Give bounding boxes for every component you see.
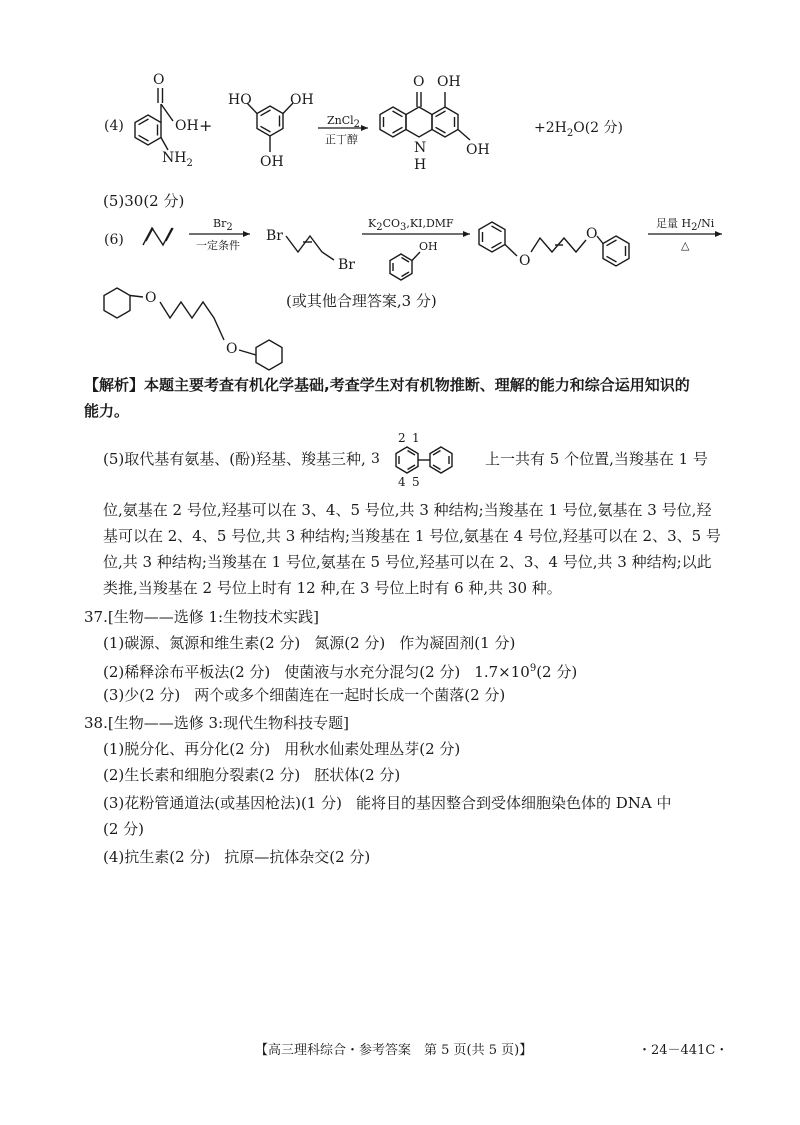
q6-final-o1: O xyxy=(145,290,157,306)
question-38-answer-2: (2)生长素和细胞分裂素(2 分) 胚状体(2 分) xyxy=(103,766,401,784)
question-38-answer-1: (1)脱分化、再分化(2 分) 用秋水仙素处理丛芽(2 分) xyxy=(103,740,461,758)
footer-page-info: 【高三理科综合・参考答案 第 5 页(共 5 页)】 xyxy=(255,1043,533,1058)
q4-acid-oh: OH xyxy=(175,118,199,134)
q4-prod-n: N xyxy=(414,140,427,156)
analysis-heading-2: 能力。 xyxy=(84,402,130,420)
question-38-title: 38.[生物——选修 3:现代生物科技专题] xyxy=(84,714,349,732)
q4-prod-oh-right: OH xyxy=(466,142,490,158)
q4-plus: + xyxy=(199,116,213,135)
q4-prod-o: O xyxy=(413,74,425,90)
q6-phenol-oh: OH xyxy=(419,240,438,253)
q4-reagent-top: ZnCl$_2$ xyxy=(327,114,361,131)
q6-step3-bottom: △ xyxy=(681,239,690,252)
question-37-answer-2: (2)稀释涂布平板法(2 分) 使菌液与水充分混匀(2 分) $1.7\times 10^9(2$ 分) xyxy=(103,663,578,681)
q6-step1-bottom: 一定条件 xyxy=(196,239,240,252)
q6-br-1: Br xyxy=(266,228,283,244)
q4-prod-h: H xyxy=(414,157,427,173)
biphenyl-label-1: 1 xyxy=(412,431,420,445)
q4-phloro-ho: HO xyxy=(228,92,252,108)
q6-note: (或其他合理答案,3 分) xyxy=(286,292,437,310)
biphenyl-label-3: 3 xyxy=(371,451,380,467)
question-37-title: 37.[生物——选修 1:生物技术实践] xyxy=(84,608,319,626)
analysis-heading: 【解析】本题主要考查有机化学基础,考查学生对有机物推断、理解的能力和综合运用知识的 xyxy=(84,376,690,394)
q6-step2-top: $K_2CO_3,KI,DMF$ xyxy=(368,217,454,234)
q4-phloro-oh-right: OH xyxy=(290,92,314,108)
q6-br-2: Br xyxy=(338,257,355,273)
q6-step1-top: $Br_2$ xyxy=(213,217,233,234)
q4-number: (4) xyxy=(104,118,124,134)
analysis-body xyxy=(103,497,723,601)
analysis-lead-tail: 上一共有 5 个位置,当羧基在 1 号 xyxy=(485,450,708,468)
question-37-answer-3: (3)少(2 分) 两个或多个细菌连在一起时长成一个菌落(2 分) xyxy=(103,686,506,704)
analysis-line-4: 类推,当羧基在 2 号位上时有 12 种,在 3 号位上时有 6 种,共 30 种。 xyxy=(103,579,562,597)
analysis-lead: (5)取代基有氨基、(酚)羟基、羧基三种, xyxy=(103,450,366,468)
q4-nh2: $NH_2$ xyxy=(162,150,193,169)
q6-number: (6) xyxy=(104,232,124,248)
analysis-line-2: 基可以在 2、4、5 号位,共 3 种结构;当羧基在 1 号位,氨基在 4 号位,羟基可以在 2、3、5 号 xyxy=(103,527,721,545)
question-38-answer-4: (4)抗生素(2 分) 抗原—抗体杂交(2 分) xyxy=(103,848,371,866)
question-38-answer-3: (3)花粉管通道法(或基因枪法)(1 分) 能将目的基因整合到受体细胞染色体的 DNA 中 xyxy=(103,794,672,812)
q6-final-o2: O xyxy=(226,341,238,357)
question-5-answer: (5)30(2 分) xyxy=(103,192,185,210)
biphenyl-label-2: 2 xyxy=(398,431,406,445)
analysis-line-1: 位,氨基在 2 号位,羟基可以在 3、4、5 号位,共 3 种结构;当羧基在 1 号位,氨基在 3 号位,羟 xyxy=(103,501,712,519)
q6-ether-o1: O xyxy=(519,253,531,269)
q4-phloro-oh-bottom: OH xyxy=(260,154,284,170)
q6-ether-o2: O xyxy=(586,226,598,242)
question-38-answer-3-cont: (2 分) xyxy=(103,820,145,838)
analysis-line-3: 位,共 3 种结构;当羧基在 1 号位,氨基在 5 号位,羟基可以在 2、3、4 号位,共 3 种结构;以此 xyxy=(103,553,712,571)
biphenyl-label-4: 4 xyxy=(398,475,406,489)
q4-reagent-bottom: 正丁醇 xyxy=(325,133,358,146)
q4-acid-o: O xyxy=(153,72,165,88)
biphenyl-structure xyxy=(0,0,800,500)
biphenyl-label-5: 5 xyxy=(412,475,420,489)
q4-result: $+2H_2O(2$ 分) xyxy=(534,120,623,139)
question-37-answer-1: (1)碳源、氮源和维生素(2 分) 氮源(2 分) 作为凝固剂(1 分) xyxy=(103,634,516,652)
q6-step3-top: 足量 $H_2/Ni$ xyxy=(656,217,715,234)
footer-doc-code: ・24－441C・ xyxy=(638,1043,729,1058)
q4-prod-oh-top: OH xyxy=(437,74,461,90)
